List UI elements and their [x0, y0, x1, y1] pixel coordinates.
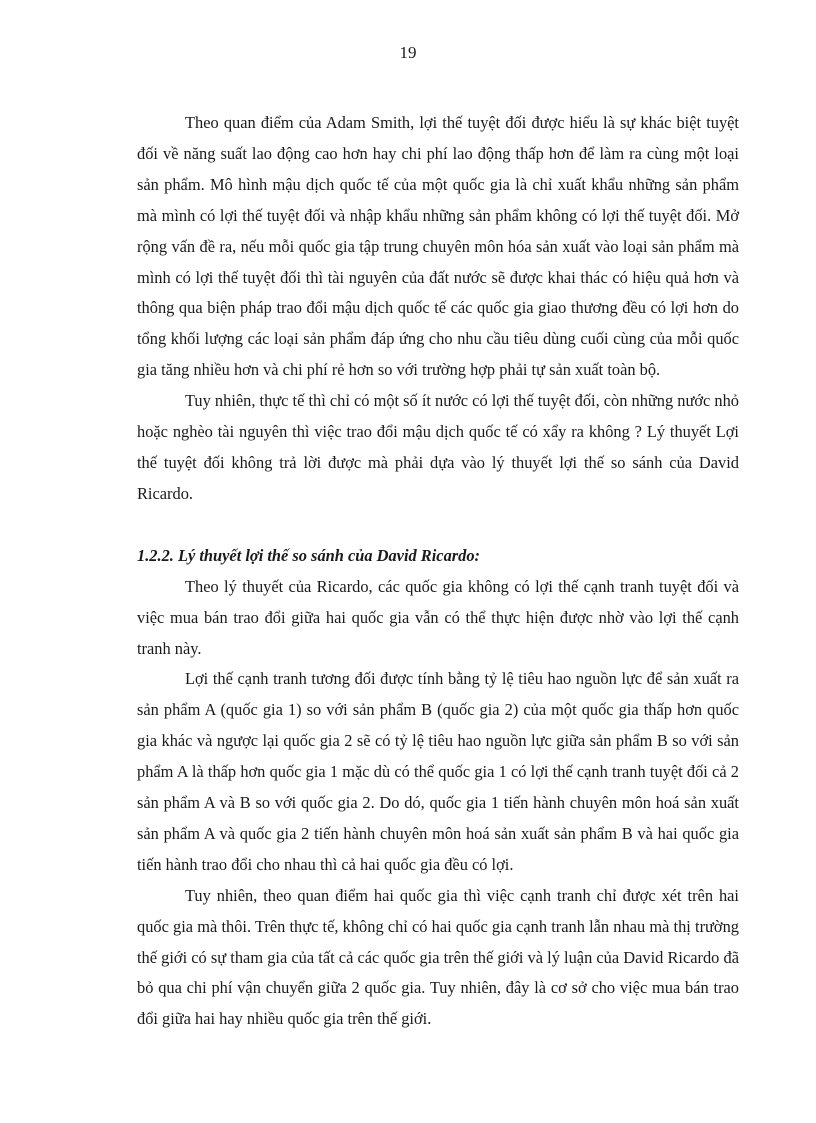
page-number: 19 — [399, 43, 417, 62]
paragraph-ricardo-limitations: Tuy nhiên, theo quan điểm hai quốc gia thì việc cạnh tranh chỉ được xét trên hai quốc gia mà thôi. Trên thực tế, không chỉ có hai quốc gia cạnh tranh lẫn nhau mà thị trường thế giới có sự tham gia của tất cả các quốc gia trên thế giới và lý luận của David Ricardo đã bỏ qua chi phí vận chuyển giữa 2 quốc gia. Tuy nhiên, đây là cơ sở cho việc mua bán trao đổi giữa hai hay nhiều quốc gia trên thế giới. — [137, 885, 739, 1029]
section-heading: 1.2.2. Lý thuyết lợi thế so sánh của David Ricardo: — [137, 545, 480, 565]
document-body — [137, 108, 739, 1035]
paragraph-adam-smith-definition: Theo quan điểm của Adam Smith, lợi thế tuyệt đối được hiểu là sự khác biệt tuyệt đối về năng suất lao động cao hơn hay chi phí lao động thấp hơn để làm ra cùng một loại sản phẩm. Mô hình mậu dịch quốc tế của một quốc gia là chỉ xuất khẩu những sản phẩm mà mình có lợi thế tuyệt đối và nhập khẩu những sản phẩm không có lợi thế tuyệt đối. Mở rộng vấn đề ra, nếu mỗi quốc gia tập trung chuyên môn hóa sản xuất vào loại sản phẩm mà mình có lợi thế tuyệt đối thì tài nguyên của đất nước sẽ được khai thác có hiệu quả hơn và thông qua biện pháp trao đổi mậu dịch quốc tế các quốc gia giao thương đều có lợi hơn do tổng khối lượng các loại sản phẩm đáp ứng cho nhu cầu tiêu dùng cuối cùng của mỗi quốc gia tăng nhiều hơn và chi phí rẻ hơn so với trường hợp phải tự sản xuất toàn bộ. — [137, 113, 739, 380]
paragraph-ricardo-theory: Theo lý thuyết của Ricardo, các quốc gia không có lợi thế cạnh tranh tuyệt đối và việc mua bán trao đổi giữa hai quốc gia vẫn có thể thực hiện được nhờ vào lợi thế cạnh tranh này. — [137, 576, 739, 658]
paragraph-relative-advantage: Lợi thế cạnh tranh tương đối được tính bằng tỷ lệ tiêu hao nguồn lực để sản xuất ra sản phẩm A (quốc gia 1) so với sản phẩm B (quốc gia 2) của một quốc gia thấp hơn quốc gia khác và ngược lại quốc gia 2 sẽ có tỷ lệ tiêu hao nguồn lực giữa sản phẩm B so với sản phẩm A là thấp hơn quốc gia 1 mặc dù có thể quốc gia 1 có lợi thế cạnh tranh tuyệt đối cả 2 sản phẩm A và B so với quốc gia 2. Do dó, quốc gia 1 tiến hành chuyên môn hoá sản xuất sản phẩm A và quốc gia 2 tiến hành chuyên môn hoá sản xuất sản phẩm B và hai quốc gia tiến hành trao đổi cho nhau thì cả hai quốc gia đều có lợi. — [137, 669, 739, 874]
paragraph-absolute-advantage-limits: Tuy nhiên, thực tế thì chỉ có một số ít nước có lợi thế tuyệt đối, còn những nước nhỏ hoặc nghèo tài nguyên thì việc trao đổi mậu dịch quốc tế có xẩy ra không ? Lý thuyết Lợi thế tuyệt đối không trả lời được mà phải dựa vào lý thuyết lợi thế so sánh của David Ricardo. — [137, 391, 739, 503]
